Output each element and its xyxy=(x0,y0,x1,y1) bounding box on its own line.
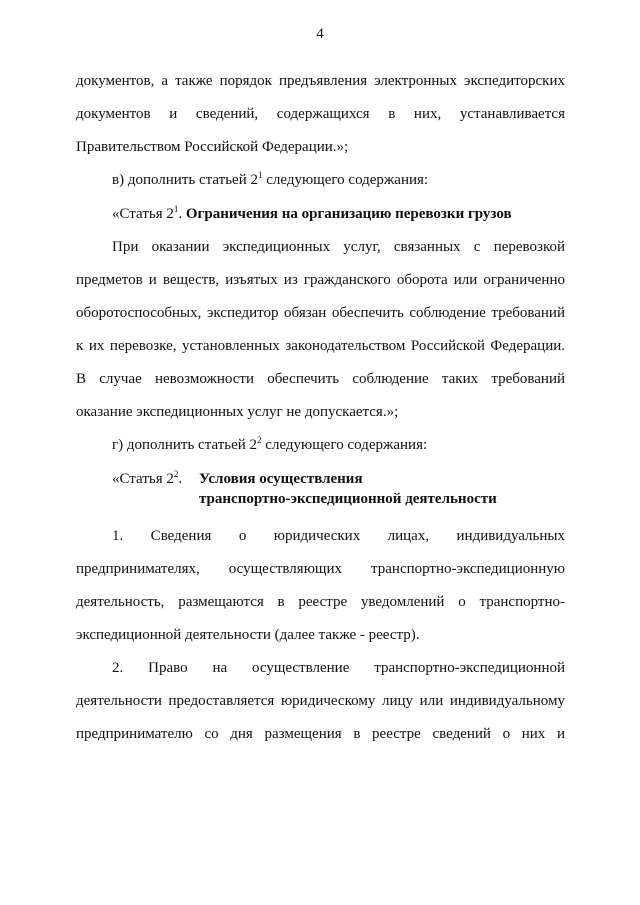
amendment-text: в) дополнить статьей 2 xyxy=(112,172,258,188)
page-number: 4 xyxy=(316,26,324,42)
text-line: деятельности предоставляется юридическому лицу или индивидуальному xyxy=(76,693,565,709)
article-title: Условия осуществления xyxy=(199,471,363,487)
text-line: предпринимателю со дня размещения в реестре сведений о них и xyxy=(76,726,565,742)
text-line: 2. Право на осуществление транспортно-экспедиционной xyxy=(112,660,565,676)
article-label: «Статья 2 xyxy=(112,206,174,222)
amendment-text: следующего содержания: xyxy=(262,172,429,188)
article-label: «Статья 2 xyxy=(112,471,174,487)
text-line: Правительством Российской Федерации.»; xyxy=(76,139,349,155)
superscript: 2 xyxy=(173,469,179,479)
amendment-text: следующего содержания: xyxy=(261,437,428,453)
text-line: 1. Сведения о юридических лицах, индивидуальных xyxy=(112,528,565,544)
article-heading xyxy=(112,470,182,488)
text-line: оказание экспедиционных услуг не допускается.»; xyxy=(76,404,399,420)
article-title-continued: транспортно-экспедиционной деятельности xyxy=(199,491,497,507)
text-line: деятельность, размещаются в реестре уведомлений о транспортно- xyxy=(76,594,565,610)
text-line: предметов и веществ, изъятых из гражданского оборота или ограниченно xyxy=(76,272,565,288)
amendment-text: г) дополнить статьей 2 xyxy=(112,437,258,453)
text-line: документов, а также порядок предъявления электронных экспедиторских xyxy=(76,73,565,89)
amendment-line xyxy=(112,171,565,189)
text-line: предпринимателях, осуществляющих транспортно-экспедиционную xyxy=(76,561,565,577)
text-line: В случае невозможности обеспечить соблюдение таких требований xyxy=(76,371,565,387)
superscript: 1 xyxy=(173,204,179,214)
superscript: 1 xyxy=(257,170,263,180)
text-line: экспедиционной деятельности (далее также - реестр). xyxy=(76,627,420,643)
text-line: оборотоспособных, экспедитор обязан обеспечить соблюдение требований xyxy=(76,305,565,321)
text-line: документов и сведений, содержащихся в них, устанавливается xyxy=(76,106,565,122)
text-line: к их перевозке, установленных законодательством Российской Федерации. xyxy=(76,338,565,354)
article-dot: . xyxy=(178,471,183,487)
amendment-line xyxy=(112,436,565,454)
superscript: 2 xyxy=(257,435,262,445)
text-line: При оказании экспедиционных услуг, связанных с перевозкой xyxy=(112,239,565,255)
article-title: Ограничения на организацию перевозки грузов xyxy=(185,206,512,222)
article-dot: . xyxy=(178,206,186,222)
article-heading xyxy=(112,205,565,223)
